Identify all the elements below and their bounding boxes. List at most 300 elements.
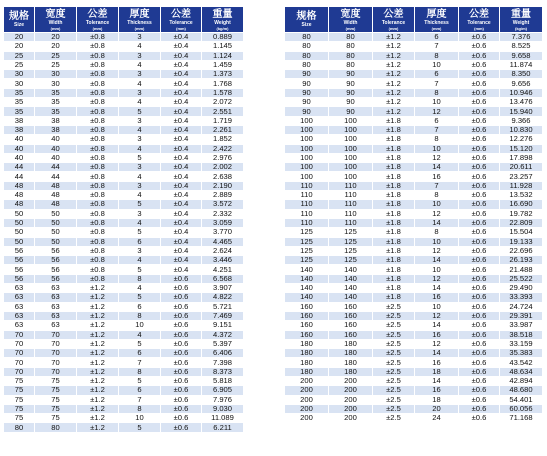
size-cell: 100 <box>285 172 329 181</box>
size-cell: 48 <box>4 191 35 200</box>
thickness-tolerance-cell: ±0.6 <box>459 246 500 255</box>
width-tolerance-cell: ±0.8 <box>77 42 119 51</box>
size-cell: 50 <box>4 218 35 227</box>
table-row <box>285 60 543 69</box>
width-tolerance-cell: ±1.2 <box>77 302 119 311</box>
weight-cell: 4.372 <box>202 330 244 339</box>
table-row <box>285 367 543 376</box>
width-cell: 70 <box>35 367 77 376</box>
width-cell: 75 <box>35 376 77 385</box>
width-tolerance-cell: ±1.2 <box>373 33 415 42</box>
weight-cell: 8.373 <box>202 367 244 376</box>
weight-cell: 9.151 <box>202 321 244 330</box>
table-row <box>285 181 543 190</box>
size-cell: 80 <box>285 33 329 42</box>
thickness-cell: 3 <box>119 163 161 172</box>
width-cell: 35 <box>35 98 77 107</box>
table-row <box>285 246 543 255</box>
table-row <box>285 376 543 385</box>
width-cell: 100 <box>329 163 373 172</box>
width-tolerance-cell: ±1.2 <box>77 414 119 423</box>
weight-cell: 29.391 <box>500 311 543 320</box>
width-tolerance-cell: ±2.5 <box>373 386 415 395</box>
thickness-cell: 10 <box>415 60 459 69</box>
table-row <box>285 358 543 367</box>
size-cell: 110 <box>285 191 329 200</box>
weight-cell: 5.397 <box>202 339 244 348</box>
width-cell: 75 <box>35 395 77 404</box>
width-tolerance-cell: ±1.2 <box>373 98 415 107</box>
weight-cell: 2.889 <box>202 191 244 200</box>
header-unit: (mm) <box>176 25 186 31</box>
weight-cell: 3.446 <box>202 256 244 265</box>
thickness-cell: 7 <box>415 125 459 134</box>
thickness-cell: 4 <box>119 284 161 293</box>
width-cell: 70 <box>35 358 77 367</box>
weight-cell: 11.928 <box>500 181 543 190</box>
thickness-tolerance-cell: ±0.4 <box>161 33 202 42</box>
size-cell: 63 <box>4 302 35 311</box>
size-cell: 140 <box>285 293 329 302</box>
width-cell: 80 <box>329 33 373 42</box>
size-cell: 44 <box>4 172 35 181</box>
width-tolerance-cell: ±2.5 <box>373 367 415 376</box>
weight-cell: 3.770 <box>202 228 244 237</box>
width-tolerance-cell: ±1.2 <box>77 376 119 385</box>
width-tolerance-cell: ±1.2 <box>77 367 119 376</box>
size-cell: 63 <box>4 293 35 302</box>
thickness-cell: 16 <box>415 358 459 367</box>
thickness-tolerance-cell: ±0.6 <box>161 284 202 293</box>
column-header-thickness <box>415 7 459 33</box>
thickness-cell: 4 <box>119 191 161 200</box>
column-header-size <box>285 7 329 33</box>
thickness-cell: 12 <box>415 339 459 348</box>
thickness-cell: 4 <box>119 172 161 181</box>
thickness-cell: 12 <box>415 274 459 283</box>
column-header-size <box>4 7 35 33</box>
size-cell: 200 <box>285 404 329 413</box>
thickness-cell: 4 <box>119 218 161 227</box>
size-cell: 160 <box>285 311 329 320</box>
thickness-cell: 18 <box>415 367 459 376</box>
thickness-cell: 8 <box>119 274 161 283</box>
size-cell: 200 <box>285 376 329 385</box>
header-zh: 厚度 <box>426 8 447 20</box>
thickness-cell: 5 <box>119 376 161 385</box>
thickness-tolerance-cell: ±0.4 <box>161 98 202 107</box>
width-cell: 80 <box>329 51 373 60</box>
thickness-tolerance-cell: ±0.4 <box>161 42 202 51</box>
thickness-cell: 5 <box>119 200 161 209</box>
thickness-tolerance-cell: ±0.6 <box>459 376 500 385</box>
weight-cell: 54.401 <box>500 395 543 404</box>
header-en: Width <box>343 19 358 26</box>
width-tolerance-cell: ±1.2 <box>77 311 119 320</box>
size-cell: 35 <box>4 88 35 97</box>
width-tolerance-cell: ±0.8 <box>77 33 119 42</box>
thickness-tolerance-cell: ±0.4 <box>161 51 202 60</box>
weight-cell: 25.522 <box>500 274 543 283</box>
header-unit: (kg/m) <box>515 25 527 31</box>
thickness-tolerance-cell: ±0.6 <box>459 172 500 181</box>
width-cell: 50 <box>35 237 77 246</box>
thickness-tolerance-cell: ±0.6 <box>459 274 500 283</box>
table-row <box>4 395 244 404</box>
thickness-tolerance-cell: ±0.6 <box>459 51 500 60</box>
table-row <box>4 88 244 97</box>
size-cell: 50 <box>4 237 35 246</box>
table-row <box>285 404 543 413</box>
size-cell: 180 <box>285 367 329 376</box>
table-row <box>4 367 244 376</box>
width-tolerance-cell: ±0.8 <box>77 125 119 134</box>
width-cell: 70 <box>35 330 77 339</box>
thickness-tolerance-cell: ±0.6 <box>459 79 500 88</box>
thickness-cell: 5 <box>119 265 161 274</box>
width-cell: 140 <box>329 293 373 302</box>
header-zh: 规格 <box>9 11 29 22</box>
thickness-tolerance-cell: ±0.6 <box>459 116 500 125</box>
width-tolerance-cell: ±1.8 <box>373 135 415 144</box>
table-row <box>4 125 244 134</box>
width-cell: 100 <box>329 135 373 144</box>
weight-cell: 15.120 <box>500 144 543 153</box>
width-cell: 63 <box>35 293 77 302</box>
header-en: Width <box>48 19 63 26</box>
width-tolerance-cell: ±1.8 <box>373 172 415 181</box>
width-cell: 100 <box>329 116 373 125</box>
thickness-cell: 7 <box>119 358 161 367</box>
thickness-tolerance-cell: ±0.6 <box>459 311 500 320</box>
table-row <box>285 284 543 293</box>
table-row <box>285 218 543 227</box>
header-zh: 公差 <box>171 8 191 20</box>
table-row <box>285 70 543 79</box>
width-cell: 180 <box>329 339 373 348</box>
table-row <box>285 79 543 88</box>
weight-cell: 26.193 <box>500 256 543 265</box>
width-tolerance-cell: ±1.2 <box>77 404 119 413</box>
width-tolerance-cell: ±0.8 <box>77 274 119 283</box>
width-tolerance-cell: ±1.8 <box>373 163 415 172</box>
thickness-cell: 12 <box>415 107 459 116</box>
thickness-tolerance-cell: ±0.4 <box>161 79 202 88</box>
table-row <box>285 256 543 265</box>
weight-cell: 2.332 <box>202 209 244 218</box>
thickness-cell: 10 <box>415 265 459 274</box>
table-row <box>4 116 244 125</box>
width-cell: 90 <box>329 107 373 116</box>
thickness-cell: 3 <box>119 135 161 144</box>
size-cell: 63 <box>4 321 35 330</box>
size-cell: 56 <box>4 265 35 274</box>
thickness-tolerance-cell: ±0.6 <box>161 321 202 330</box>
width-cell: 180 <box>329 367 373 376</box>
width-tolerance-cell: ±1.2 <box>77 321 119 330</box>
thickness-tolerance-cell: ±0.4 <box>161 107 202 116</box>
weight-cell: 60.056 <box>500 404 543 413</box>
size-cell: 38 <box>4 116 35 125</box>
thickness-tolerance-cell: ±0.4 <box>161 181 202 190</box>
table-row <box>4 228 244 237</box>
weight-cell: 48.680 <box>500 386 543 395</box>
width-tolerance-cell: ±1.8 <box>373 200 415 209</box>
weight-cell: 9.366 <box>500 116 543 125</box>
table-row <box>285 321 543 330</box>
weight-cell: 17.898 <box>500 153 543 162</box>
width-tolerance-cell: ±1.2 <box>373 42 415 51</box>
width-cell: 75 <box>35 414 77 423</box>
width-cell: 200 <box>329 386 373 395</box>
width-tolerance-cell: ±2.5 <box>373 339 415 348</box>
width-cell: 200 <box>329 404 373 413</box>
thickness-tolerance-cell: ±0.4 <box>161 265 202 274</box>
thickness-tolerance-cell: ±0.4 <box>161 144 202 153</box>
weight-cell: 35.383 <box>500 349 543 358</box>
size-cell: 100 <box>285 144 329 153</box>
column-header-width <box>35 7 77 33</box>
width-tolerance-cell: ±0.8 <box>77 265 119 274</box>
table-row <box>285 339 543 348</box>
table-row <box>4 153 244 162</box>
width-cell: 40 <box>35 135 77 144</box>
thickness-tolerance-cell: ±0.4 <box>161 246 202 255</box>
width-tolerance-cell: ±1.2 <box>373 51 415 60</box>
weight-cell: 11.874 <box>500 60 543 69</box>
table-row <box>285 163 543 172</box>
table-row <box>4 404 244 413</box>
width-cell: 125 <box>329 256 373 265</box>
header-en: Thickness <box>127 19 152 26</box>
width-cell: 40 <box>35 144 77 153</box>
table-row <box>4 172 244 181</box>
thickness-cell: 5 <box>119 293 161 302</box>
table-row <box>285 144 543 153</box>
table-row <box>4 302 244 311</box>
width-cell: 63 <box>35 284 77 293</box>
weight-cell: 33.393 <box>500 293 543 302</box>
size-cell: 40 <box>4 144 35 153</box>
size-cell: 180 <box>285 349 329 358</box>
thickness-tolerance-cell: ±0.6 <box>459 349 500 358</box>
width-tolerance-cell: ±1.8 <box>373 125 415 134</box>
header-unit: (mm) <box>134 25 145 31</box>
size-cell: 70 <box>4 349 35 358</box>
thickness-cell: 6 <box>415 116 459 125</box>
column-header-weight <box>202 7 244 33</box>
table-row <box>285 98 543 107</box>
thickness-cell: 8 <box>119 311 161 320</box>
thickness-tolerance-cell: ±0.6 <box>459 98 500 107</box>
thickness-tolerance-cell: ±0.6 <box>459 367 500 376</box>
thickness-tolerance-cell: ±0.4 <box>161 237 202 246</box>
width-tolerance-cell: ±1.2 <box>77 395 119 404</box>
thickness-cell: 8 <box>415 88 459 97</box>
weight-cell: 5.818 <box>202 376 244 385</box>
width-cell: 63 <box>35 321 77 330</box>
weight-cell: 38.518 <box>500 330 543 339</box>
thickness-cell: 10 <box>415 144 459 153</box>
width-tolerance-cell: ±0.8 <box>77 256 119 265</box>
thickness-tolerance-cell: ±0.4 <box>161 135 202 144</box>
thickness-cell: 4 <box>119 60 161 69</box>
thickness-cell: 10 <box>119 414 161 423</box>
size-cell: 50 <box>4 209 35 218</box>
thickness-cell: 6 <box>119 386 161 395</box>
size-cell: 100 <box>285 135 329 144</box>
header-unit: (mm) <box>388 25 399 31</box>
weight-cell: 1.373 <box>202 70 244 79</box>
thickness-tolerance-cell: ±0.6 <box>459 200 500 209</box>
width-tolerance-cell: ±0.8 <box>77 135 119 144</box>
table-row <box>4 200 244 209</box>
size-cell: 180 <box>285 358 329 367</box>
header-en: Size <box>301 22 312 28</box>
thickness-tolerance-cell: ±0.6 <box>161 376 202 385</box>
width-tolerance-cell: ±1.2 <box>373 88 415 97</box>
thickness-cell: 4 <box>119 125 161 134</box>
thickness-cell: 7 <box>415 42 459 51</box>
width-cell: 56 <box>35 274 77 283</box>
width-tolerance-cell: ±0.8 <box>77 237 119 246</box>
thickness-tolerance-cell: ±0.4 <box>161 172 202 181</box>
weight-cell: 1.852 <box>202 135 244 144</box>
weight-cell: 11.089 <box>202 414 244 423</box>
width-cell: 125 <box>329 237 373 246</box>
thickness-cell: 14 <box>415 218 459 227</box>
table-row <box>4 284 244 293</box>
width-cell: 80 <box>329 60 373 69</box>
weight-cell: 8.525 <box>500 42 543 51</box>
width-cell: 90 <box>329 79 373 88</box>
thickness-tolerance-cell: ±0.6 <box>459 135 500 144</box>
header-unit: (mm) <box>474 25 484 31</box>
width-cell: 140 <box>329 284 373 293</box>
thickness-cell: 12 <box>415 153 459 162</box>
weight-cell: 1.719 <box>202 116 244 125</box>
thickness-tolerance-cell: ±0.6 <box>459 70 500 79</box>
thickness-cell: 4 <box>119 144 161 153</box>
thickness-tolerance-cell: ±0.4 <box>161 218 202 227</box>
size-cell: 70 <box>4 330 35 339</box>
size-cell: 30 <box>4 70 35 79</box>
table-row <box>4 386 244 395</box>
thickness-tolerance-cell: ±0.6 <box>459 88 500 97</box>
weight-cell: 42.894 <box>500 376 543 385</box>
table-row <box>4 376 244 385</box>
width-tolerance-cell: ±1.8 <box>373 153 415 162</box>
thickness-tolerance-cell: ±0.4 <box>161 209 202 218</box>
thickness-tolerance-cell: ±0.6 <box>161 386 202 395</box>
thickness-cell: 16 <box>415 330 459 339</box>
weight-cell: 24.724 <box>500 302 543 311</box>
table-row <box>285 274 543 283</box>
weight-cell: 6.406 <box>202 349 244 358</box>
header-row <box>4 7 244 33</box>
thickness-cell: 14 <box>415 163 459 172</box>
header-unit: (mm) <box>345 25 356 31</box>
thickness-cell: 16 <box>415 172 459 181</box>
thickness-tolerance-cell: ±0.6 <box>459 181 500 190</box>
table-row <box>4 181 244 190</box>
width-tolerance-cell: ±1.2 <box>77 358 119 367</box>
width-cell: 140 <box>329 265 373 274</box>
thickness-tolerance-cell: ±0.6 <box>459 33 500 42</box>
thickness-tolerance-cell: ±0.4 <box>161 70 202 79</box>
weight-cell: 3.907 <box>202 284 244 293</box>
size-cell: 180 <box>285 339 329 348</box>
weight-cell: 13.532 <box>500 191 543 200</box>
width-tolerance-cell: ±0.8 <box>77 98 119 107</box>
width-tolerance-cell: ±1.2 <box>77 293 119 302</box>
width-tolerance-cell: ±1.8 <box>373 274 415 283</box>
thickness-tolerance-cell: ±0.6 <box>459 42 500 51</box>
weight-cell: 19.782 <box>500 209 543 218</box>
size-cell: 90 <box>285 107 329 116</box>
size-cell: 70 <box>4 358 35 367</box>
table-row <box>285 228 543 237</box>
thickness-cell: 14 <box>415 349 459 358</box>
table-row <box>285 88 543 97</box>
table-row <box>4 135 244 144</box>
size-cell: 38 <box>4 125 35 134</box>
table-row <box>285 33 543 42</box>
width-tolerance-cell: ±0.8 <box>77 107 119 116</box>
width-cell: 48 <box>35 200 77 209</box>
weight-cell: 2.638 <box>202 172 244 181</box>
width-tolerance-cell: ±1.2 <box>373 79 415 88</box>
width-cell: 38 <box>35 116 77 125</box>
width-tolerance-cell: ±1.8 <box>373 209 415 218</box>
width-cell: 80 <box>35 423 77 432</box>
width-cell: 200 <box>329 395 373 404</box>
thickness-cell: 16 <box>415 386 459 395</box>
size-cell: 20 <box>4 33 35 42</box>
thickness-cell: 6 <box>119 237 161 246</box>
thickness-tolerance-cell: ±0.6 <box>161 293 202 302</box>
size-cell: 56 <box>4 274 35 283</box>
column-header-thickness <box>119 7 161 33</box>
size-cell: 125 <box>285 256 329 265</box>
width-tolerance-cell: ±0.8 <box>77 79 119 88</box>
width-cell: 50 <box>35 218 77 227</box>
width-cell: 50 <box>35 228 77 237</box>
table-row <box>285 302 543 311</box>
table-row <box>4 237 244 246</box>
thickness-tolerance-cell: ±0.6 <box>161 274 202 283</box>
weight-cell: 7.376 <box>500 33 543 42</box>
width-cell: 200 <box>329 376 373 385</box>
width-tolerance-cell: ±2.5 <box>373 349 415 358</box>
thickness-tolerance-cell: ±0.6 <box>459 358 500 367</box>
thickness-tolerance-cell: ±0.4 <box>161 228 202 237</box>
table-row <box>4 265 244 274</box>
width-cell: 160 <box>329 330 373 339</box>
width-cell: 125 <box>329 246 373 255</box>
size-cell: 110 <box>285 209 329 218</box>
size-cell: 110 <box>285 181 329 190</box>
thickness-cell: 3 <box>119 209 161 218</box>
thickness-cell: 6 <box>119 302 161 311</box>
thickness-cell: 5 <box>119 339 161 348</box>
table-row <box>285 191 543 200</box>
table-row <box>285 311 543 320</box>
width-tolerance-cell: ±2.5 <box>373 330 415 339</box>
table-row <box>285 200 543 209</box>
thickness-cell: 7 <box>415 79 459 88</box>
size-cell: 40 <box>4 135 35 144</box>
